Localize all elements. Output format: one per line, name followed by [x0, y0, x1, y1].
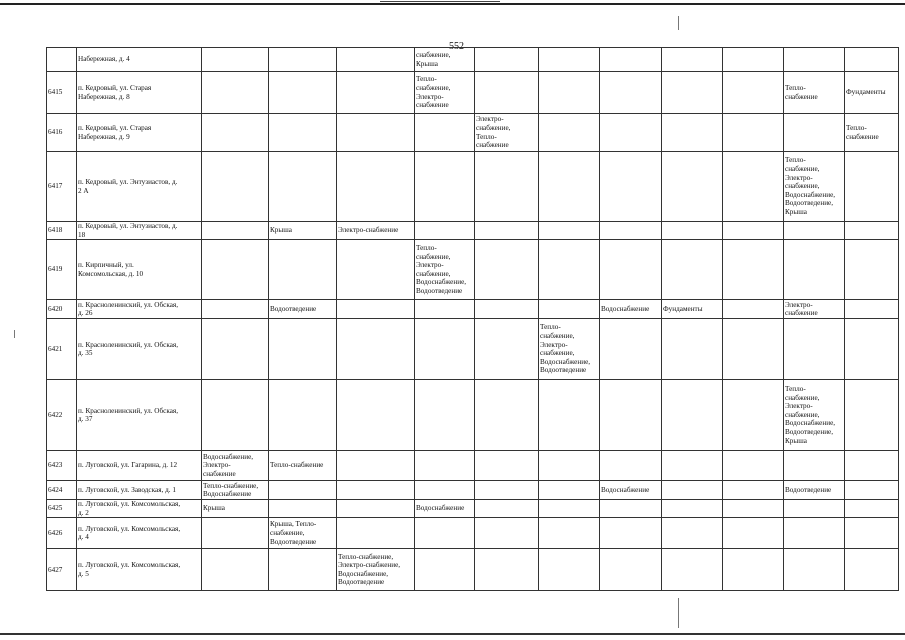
- work-type-cell: Тепло- снабжение: [784, 72, 845, 114]
- work-type-cell: [845, 152, 899, 222]
- address-cell: п. Кедровый, ул. Энтузиастов, д. 2 А: [77, 152, 202, 222]
- address-cell: п. Красноленинский, ул. Обская, д. 26: [77, 300, 202, 319]
- work-type-cell: [475, 240, 539, 300]
- work-type-cell: [662, 240, 723, 300]
- work-type-cell: [202, 518, 269, 549]
- address-cell: п. Луговской, ул. Заводская, д. 1: [77, 481, 202, 500]
- table-row: [47, 72, 899, 114]
- work-type-cell: [269, 72, 337, 114]
- work-type-cell: [202, 300, 269, 319]
- work-type-cell: [202, 48, 269, 72]
- work-type-cell: Водоотведение: [784, 481, 845, 500]
- work-type-cell: [845, 319, 899, 380]
- work-type-cell: Электро- снабжение, Тепло- снабжение: [475, 114, 539, 152]
- row-number-cell: 6423: [47, 451, 77, 481]
- work-type-cell: [723, 481, 784, 500]
- work-type-cell: [202, 152, 269, 222]
- work-type-cell: [202, 319, 269, 380]
- table-row: [47, 319, 899, 380]
- table-row: [47, 481, 899, 500]
- work-type-cell: Электро-снабжение: [337, 222, 415, 240]
- work-type-cell: Тепло- снабжение: [845, 114, 899, 152]
- address-cell: п. Красноленинский, ул. Обская, д. 35: [77, 319, 202, 380]
- work-type-cell: [845, 380, 899, 451]
- work-type-cell: [337, 380, 415, 451]
- work-type-cell: [539, 240, 600, 300]
- work-type-cell: [415, 549, 475, 591]
- work-type-cell: [600, 549, 662, 591]
- work-type-cell: [662, 481, 723, 500]
- work-type-cell: [539, 481, 600, 500]
- work-type-cell: [269, 380, 337, 451]
- table-row: [47, 518, 899, 549]
- work-type-cell: [202, 114, 269, 152]
- work-type-cell: [475, 380, 539, 451]
- work-type-cell: [202, 380, 269, 451]
- table-row: [47, 114, 899, 152]
- scan-mark: [14, 330, 15, 338]
- work-type-cell: [269, 240, 337, 300]
- work-type-cell: [784, 319, 845, 380]
- work-type-cell: [475, 518, 539, 549]
- work-type-cell: [269, 319, 337, 380]
- work-type-cell: [723, 300, 784, 319]
- work-type-cell: [600, 48, 662, 72]
- row-number-cell: 6419: [47, 240, 77, 300]
- row-number-cell: 6416: [47, 114, 77, 152]
- work-type-cell: [475, 152, 539, 222]
- work-type-cell: [415, 319, 475, 380]
- work-type-cell: [539, 222, 600, 240]
- row-number-cell: [47, 48, 77, 72]
- work-type-cell: Тепло- снабжение, Электро- снабжение, Водоснабжение, Водоотведение, Крыша: [784, 380, 845, 451]
- work-type-cell: [539, 518, 600, 549]
- work-type-cell: [539, 549, 600, 591]
- address-cell: п. Луговской, ул. Комсомольская, д. 2: [77, 500, 202, 518]
- work-type-cell: Тепло- снабжение, Электро- снабжение, Водоснабжение, Водоотведение, Крыша: [784, 152, 845, 222]
- work-type-cell: [415, 518, 475, 549]
- work-type-cell: [475, 451, 539, 481]
- work-type-cell: [784, 48, 845, 72]
- table-row: [47, 152, 899, 222]
- bottom-rule: [0, 633, 905, 635]
- work-type-cell: [337, 114, 415, 152]
- address-cell: п. Кедровый, ул. Старая Набережная, д. 8: [77, 72, 202, 114]
- work-type-cell: Фундаменты: [662, 300, 723, 319]
- work-type-cell: [269, 549, 337, 591]
- work-type-cell: [539, 451, 600, 481]
- work-type-cell: Фундаменты: [845, 72, 899, 114]
- work-type-cell: Тепло- снабжение, Электро- снабжение: [415, 72, 475, 114]
- work-type-cell: [784, 451, 845, 481]
- work-type-cell: [337, 48, 415, 72]
- row-number-cell: 6424: [47, 481, 77, 500]
- work-type-cell: [337, 518, 415, 549]
- row-number-cell: 6426: [47, 518, 77, 549]
- scan-mark: [678, 598, 679, 628]
- work-type-cell: [415, 300, 475, 319]
- address-cell: п. Кедровый, ул. Энтузиастов, д. 18: [77, 222, 202, 240]
- work-type-cell: [539, 72, 600, 114]
- row-number-cell: 6417: [47, 152, 77, 222]
- work-type-cell: [337, 72, 415, 114]
- work-type-cell: [662, 380, 723, 451]
- work-type-cell: [539, 152, 600, 222]
- work-type-cell: [337, 240, 415, 300]
- work-type-cell: [662, 48, 723, 72]
- table-row: [47, 48, 899, 72]
- table-body: [47, 48, 899, 591]
- work-type-cell: [723, 451, 784, 481]
- row-number-cell: 6421: [47, 319, 77, 380]
- work-type-cell: Тепло-снабжение, Электро-снабжение, Водоснабжение, Водоотведение: [337, 549, 415, 591]
- work-type-cell: [202, 240, 269, 300]
- work-type-cell: [475, 500, 539, 518]
- work-type-cell: [662, 222, 723, 240]
- row-number-cell: 6427: [47, 549, 77, 591]
- work-type-cell: [415, 481, 475, 500]
- work-type-cell: [662, 72, 723, 114]
- work-type-cell: [600, 72, 662, 114]
- row-number-cell: 6422: [47, 380, 77, 451]
- work-type-cell: Водоснабжение: [600, 300, 662, 319]
- work-type-cell: [662, 451, 723, 481]
- work-type-cell: [337, 481, 415, 500]
- work-type-cell: Водоотведение: [269, 300, 337, 319]
- work-type-cell: [600, 114, 662, 152]
- work-type-cell: [723, 319, 784, 380]
- work-type-cell: [600, 451, 662, 481]
- work-type-cell: [723, 114, 784, 152]
- top-rule: [0, 3, 905, 5]
- work-type-cell: [337, 152, 415, 222]
- work-type-cell: Электро- снабжение: [784, 300, 845, 319]
- work-type-cell: [662, 500, 723, 518]
- work-type-cell: Тепло- снабжение, Электро- снабжение, Водоснабжение, Водоотведение: [415, 240, 475, 300]
- registry-table: [46, 47, 899, 591]
- work-type-cell: [845, 300, 899, 319]
- table-row: [47, 500, 899, 518]
- work-type-cell: [539, 48, 600, 72]
- work-type-cell: [475, 481, 539, 500]
- work-type-cell: [662, 549, 723, 591]
- work-type-cell: [415, 222, 475, 240]
- work-type-cell: [475, 222, 539, 240]
- address-cell: Набережная, д. 4: [77, 48, 202, 72]
- address-cell: п. Красноленинский, ул. Обская, д. 37: [77, 380, 202, 451]
- work-type-cell: [269, 481, 337, 500]
- work-type-cell: [202, 222, 269, 240]
- table-row: [47, 380, 899, 451]
- work-type-cell: [475, 549, 539, 591]
- address-cell: п. Кедровый, ул. Старая Набережная, д. 9: [77, 114, 202, 152]
- work-type-cell: [337, 300, 415, 319]
- address-cell: п. Луговской, ул. Комсомольская, д. 4: [77, 518, 202, 549]
- work-type-cell: [845, 500, 899, 518]
- top-rule-fragment: [380, 1, 500, 2]
- work-type-cell: Крыша, Тепло- снабжение, Водоотведение: [269, 518, 337, 549]
- row-number-cell: 6415: [47, 72, 77, 114]
- work-type-cell: [600, 222, 662, 240]
- work-type-cell: [269, 48, 337, 72]
- work-type-cell: [784, 240, 845, 300]
- work-type-cell: [723, 380, 784, 451]
- work-type-cell: [415, 114, 475, 152]
- work-type-cell: [539, 380, 600, 451]
- work-type-cell: [202, 549, 269, 591]
- work-type-cell: [784, 222, 845, 240]
- work-type-cell: Водоснабжение: [415, 500, 475, 518]
- work-type-cell: [784, 549, 845, 591]
- work-type-cell: [723, 518, 784, 549]
- table-row: [47, 240, 899, 300]
- address-cell: п. Кирпичный, ул. Комсомольская, д. 10: [77, 240, 202, 300]
- address-cell: п. Луговской, ул. Комсомольская, д. 5: [77, 549, 202, 591]
- work-type-cell: [723, 549, 784, 591]
- work-type-cell: Водоснабжение: [600, 481, 662, 500]
- page-number: 552: [449, 41, 464, 52]
- work-type-cell: [539, 300, 600, 319]
- work-type-cell: [415, 451, 475, 481]
- work-type-cell: Тепло- снабжение, Электро- снабжение, Водоснабжение, Водоотведение: [539, 319, 600, 380]
- work-type-cell: [337, 451, 415, 481]
- work-type-cell: [845, 240, 899, 300]
- work-type-cell: [845, 451, 899, 481]
- work-type-cell: [784, 114, 845, 152]
- work-type-cell: [723, 500, 784, 518]
- work-type-cell: [662, 518, 723, 549]
- work-type-cell: [475, 300, 539, 319]
- work-type-cell: [415, 152, 475, 222]
- work-type-cell: [539, 500, 600, 518]
- work-type-cell: [784, 518, 845, 549]
- address-cell: п. Луговской, ул. Гагарина, д. 12: [77, 451, 202, 481]
- work-type-cell: Водоснабжение, Электро- снабжение: [202, 451, 269, 481]
- work-type-cell: [723, 240, 784, 300]
- work-type-cell: [600, 319, 662, 380]
- work-type-cell: [723, 72, 784, 114]
- table-row: [47, 300, 899, 319]
- work-type-cell: Крыша: [269, 222, 337, 240]
- work-type-cell: [723, 222, 784, 240]
- work-type-cell: Крыша: [202, 500, 269, 518]
- work-type-cell: Тепло-снабжение, Водоснабжение: [202, 481, 269, 500]
- work-type-cell: [845, 549, 899, 591]
- work-type-cell: [784, 500, 845, 518]
- work-type-cell: [723, 152, 784, 222]
- work-type-cell: снабжение, Крыша: [415, 48, 475, 72]
- work-type-cell: [337, 319, 415, 380]
- work-type-cell: Тепло-снабжение: [269, 451, 337, 481]
- work-type-cell: [337, 500, 415, 518]
- work-type-cell: [269, 114, 337, 152]
- table-row: [47, 549, 899, 591]
- row-number-cell: 6420: [47, 300, 77, 319]
- table-row: [47, 222, 899, 240]
- work-type-cell: [662, 114, 723, 152]
- work-type-cell: [600, 152, 662, 222]
- work-type-cell: [845, 222, 899, 240]
- work-type-cell: [600, 380, 662, 451]
- table-row: [47, 451, 899, 481]
- work-type-cell: [600, 240, 662, 300]
- work-type-cell: [845, 518, 899, 549]
- row-number-cell: 6425: [47, 500, 77, 518]
- work-type-cell: [600, 518, 662, 549]
- work-type-cell: [415, 380, 475, 451]
- work-type-cell: [475, 319, 539, 380]
- work-type-cell: [845, 48, 899, 72]
- work-type-cell: [475, 48, 539, 72]
- work-type-cell: [662, 152, 723, 222]
- work-type-cell: [600, 500, 662, 518]
- work-type-cell: [539, 114, 600, 152]
- work-type-cell: [475, 72, 539, 114]
- work-type-cell: [269, 500, 337, 518]
- work-type-cell: [723, 48, 784, 72]
- work-type-cell: [269, 152, 337, 222]
- scan-mark: [678, 16, 679, 30]
- work-type-cell: [202, 72, 269, 114]
- row-number-cell: 6418: [47, 222, 77, 240]
- work-type-cell: [662, 319, 723, 380]
- work-type-cell: [845, 481, 899, 500]
